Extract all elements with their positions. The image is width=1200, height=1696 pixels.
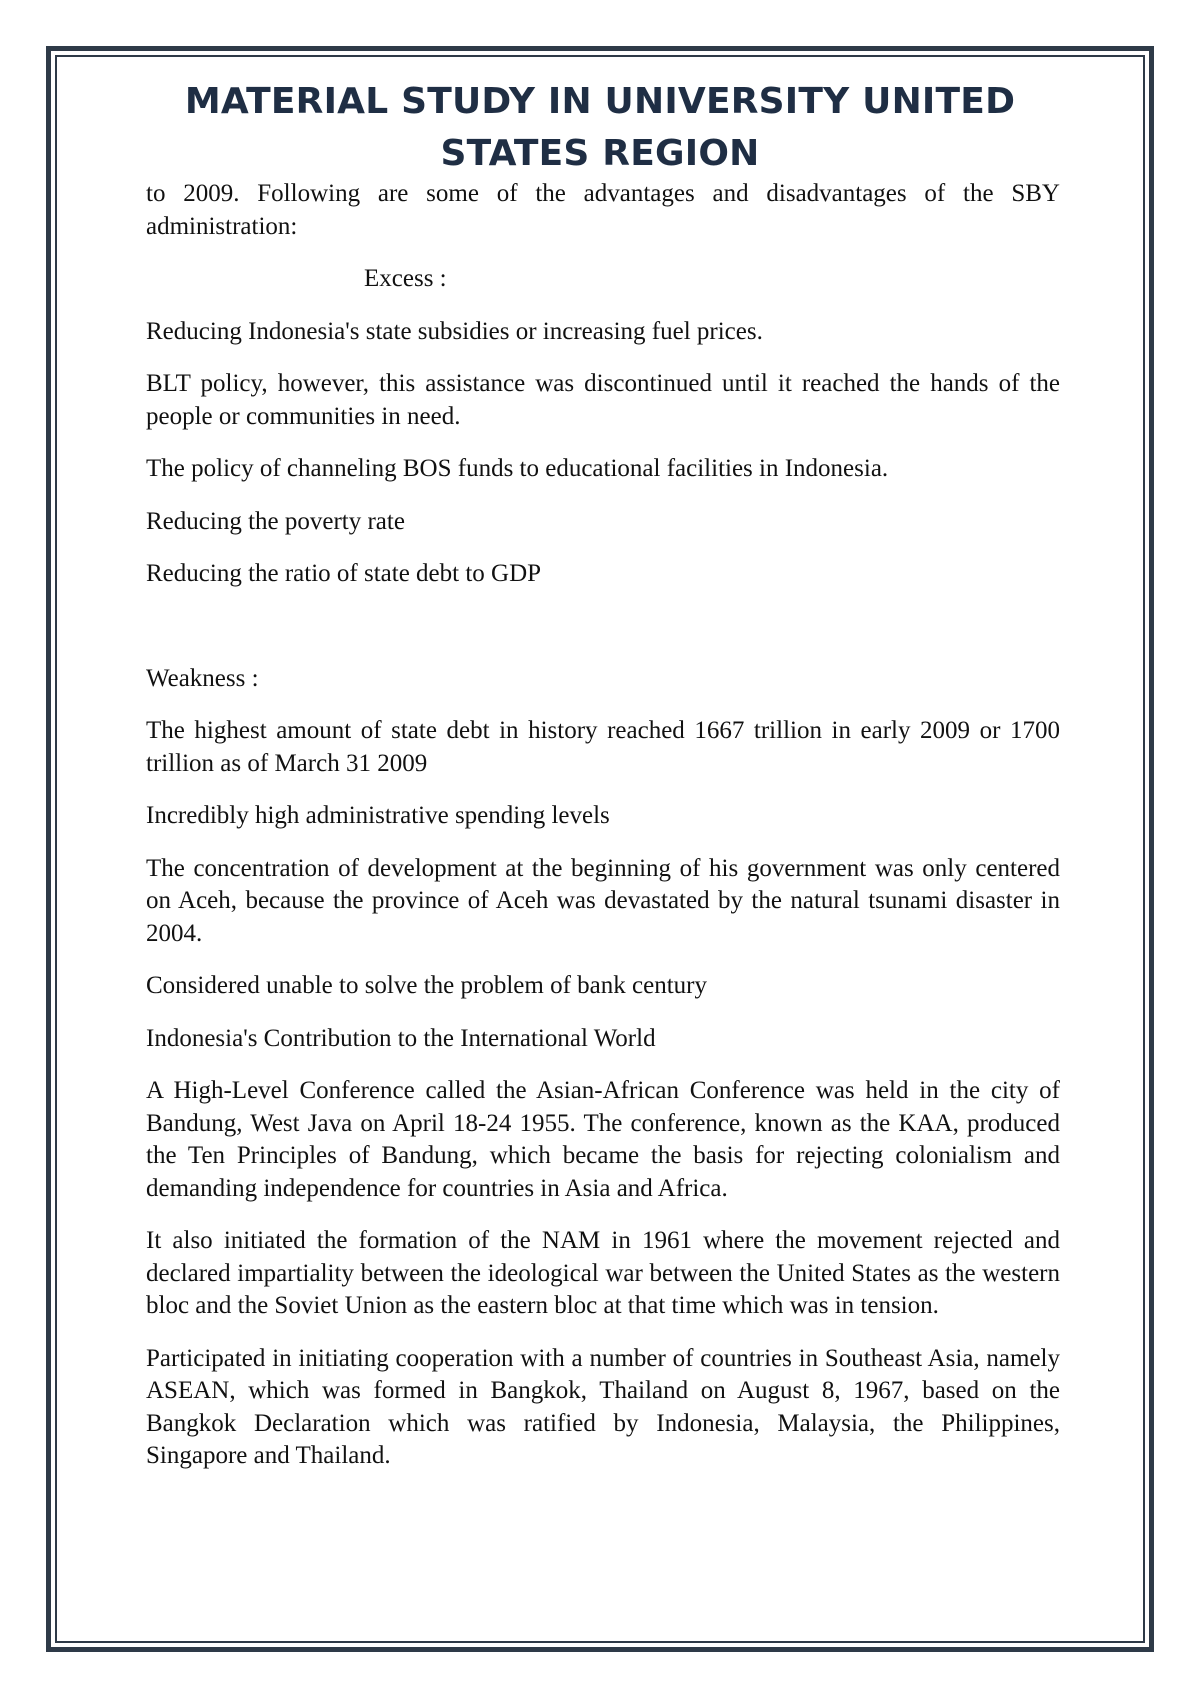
page-title bbox=[120, 76, 1080, 180]
excess-item: Reducing Indonesia's state subsidies or increasing fuel prices. bbox=[146, 317, 763, 345]
contribution-heading: Indonesia's Contribution to the International World bbox=[146, 1024, 656, 1052]
section-spacer bbox=[146, 611, 1060, 663]
weakness-item: Considered unable to solve the problem of bank century bbox=[146, 972, 707, 999]
weakness-item: The highest amount of state debt in history reached 1667 trillion in early 2009 or 1700 trillion as of March 31 2009 bbox=[146, 717, 1060, 777]
contribution-paragraph: A High-Level Conference called the Asian-African Conference was held in the city of Bandung, West Java on April 18-24 1955. The conference, known as the KAA, produced the Ten Principles of Bandung, which became the basis for rejecting colonialism and demanding independence for countries in Asia and Africa. bbox=[146, 1077, 1060, 1202]
contribution-paragraph: It also initiated the formation of the NAM in 1961 where the movement rejected and declared impartiality between the ideological war between the United States as the western bloc and the Soviet Union as the eastern bloc at that time which was in tension. bbox=[146, 1227, 1060, 1319]
excess-heading: Excess : bbox=[364, 265, 447, 292]
title-line-2: STATES REGION bbox=[440, 133, 760, 174]
intro-paragraph: to 2009. Following are some of the advantages and disadvantages of the SBY administration: bbox=[146, 180, 1060, 240]
excess-item: Reducing the ratio of state debt to GDP bbox=[146, 560, 542, 587]
contribution-paragraph: Participated in initiating cooperation with a number of countries in Southeast Asia, namely ASEAN, which was formed in Bangkok, Thailand on August 8, 1967, based on the Bangkok Declaration which was ratified by Indonesia, Malaysia, the Philippines, Singapore and Thailand. bbox=[146, 1344, 1060, 1469]
title-line-1: MATERIAL STUDY IN UNIVERSITY UNITED bbox=[184, 81, 1016, 122]
weakness-heading: Weakness : bbox=[146, 664, 259, 692]
excess-item: Reducing the poverty rate bbox=[146, 507, 405, 535]
excess-item: The policy of channeling BOS funds to educational facilities in Indonesia. bbox=[146, 455, 889, 482]
document-body bbox=[146, 178, 1060, 1493]
excess-item: BLT policy, however, this assistance was discontinued until it reached the hands of the people or communities in need. bbox=[146, 370, 1060, 430]
weakness-item: Incredibly high administrative spending levels bbox=[146, 802, 610, 829]
weakness-item: The concentration of development at the beginning of his government was only centered on Aceh, because the province of Aceh was devastated by the natural tsunami disaster in 2004. bbox=[146, 854, 1060, 947]
